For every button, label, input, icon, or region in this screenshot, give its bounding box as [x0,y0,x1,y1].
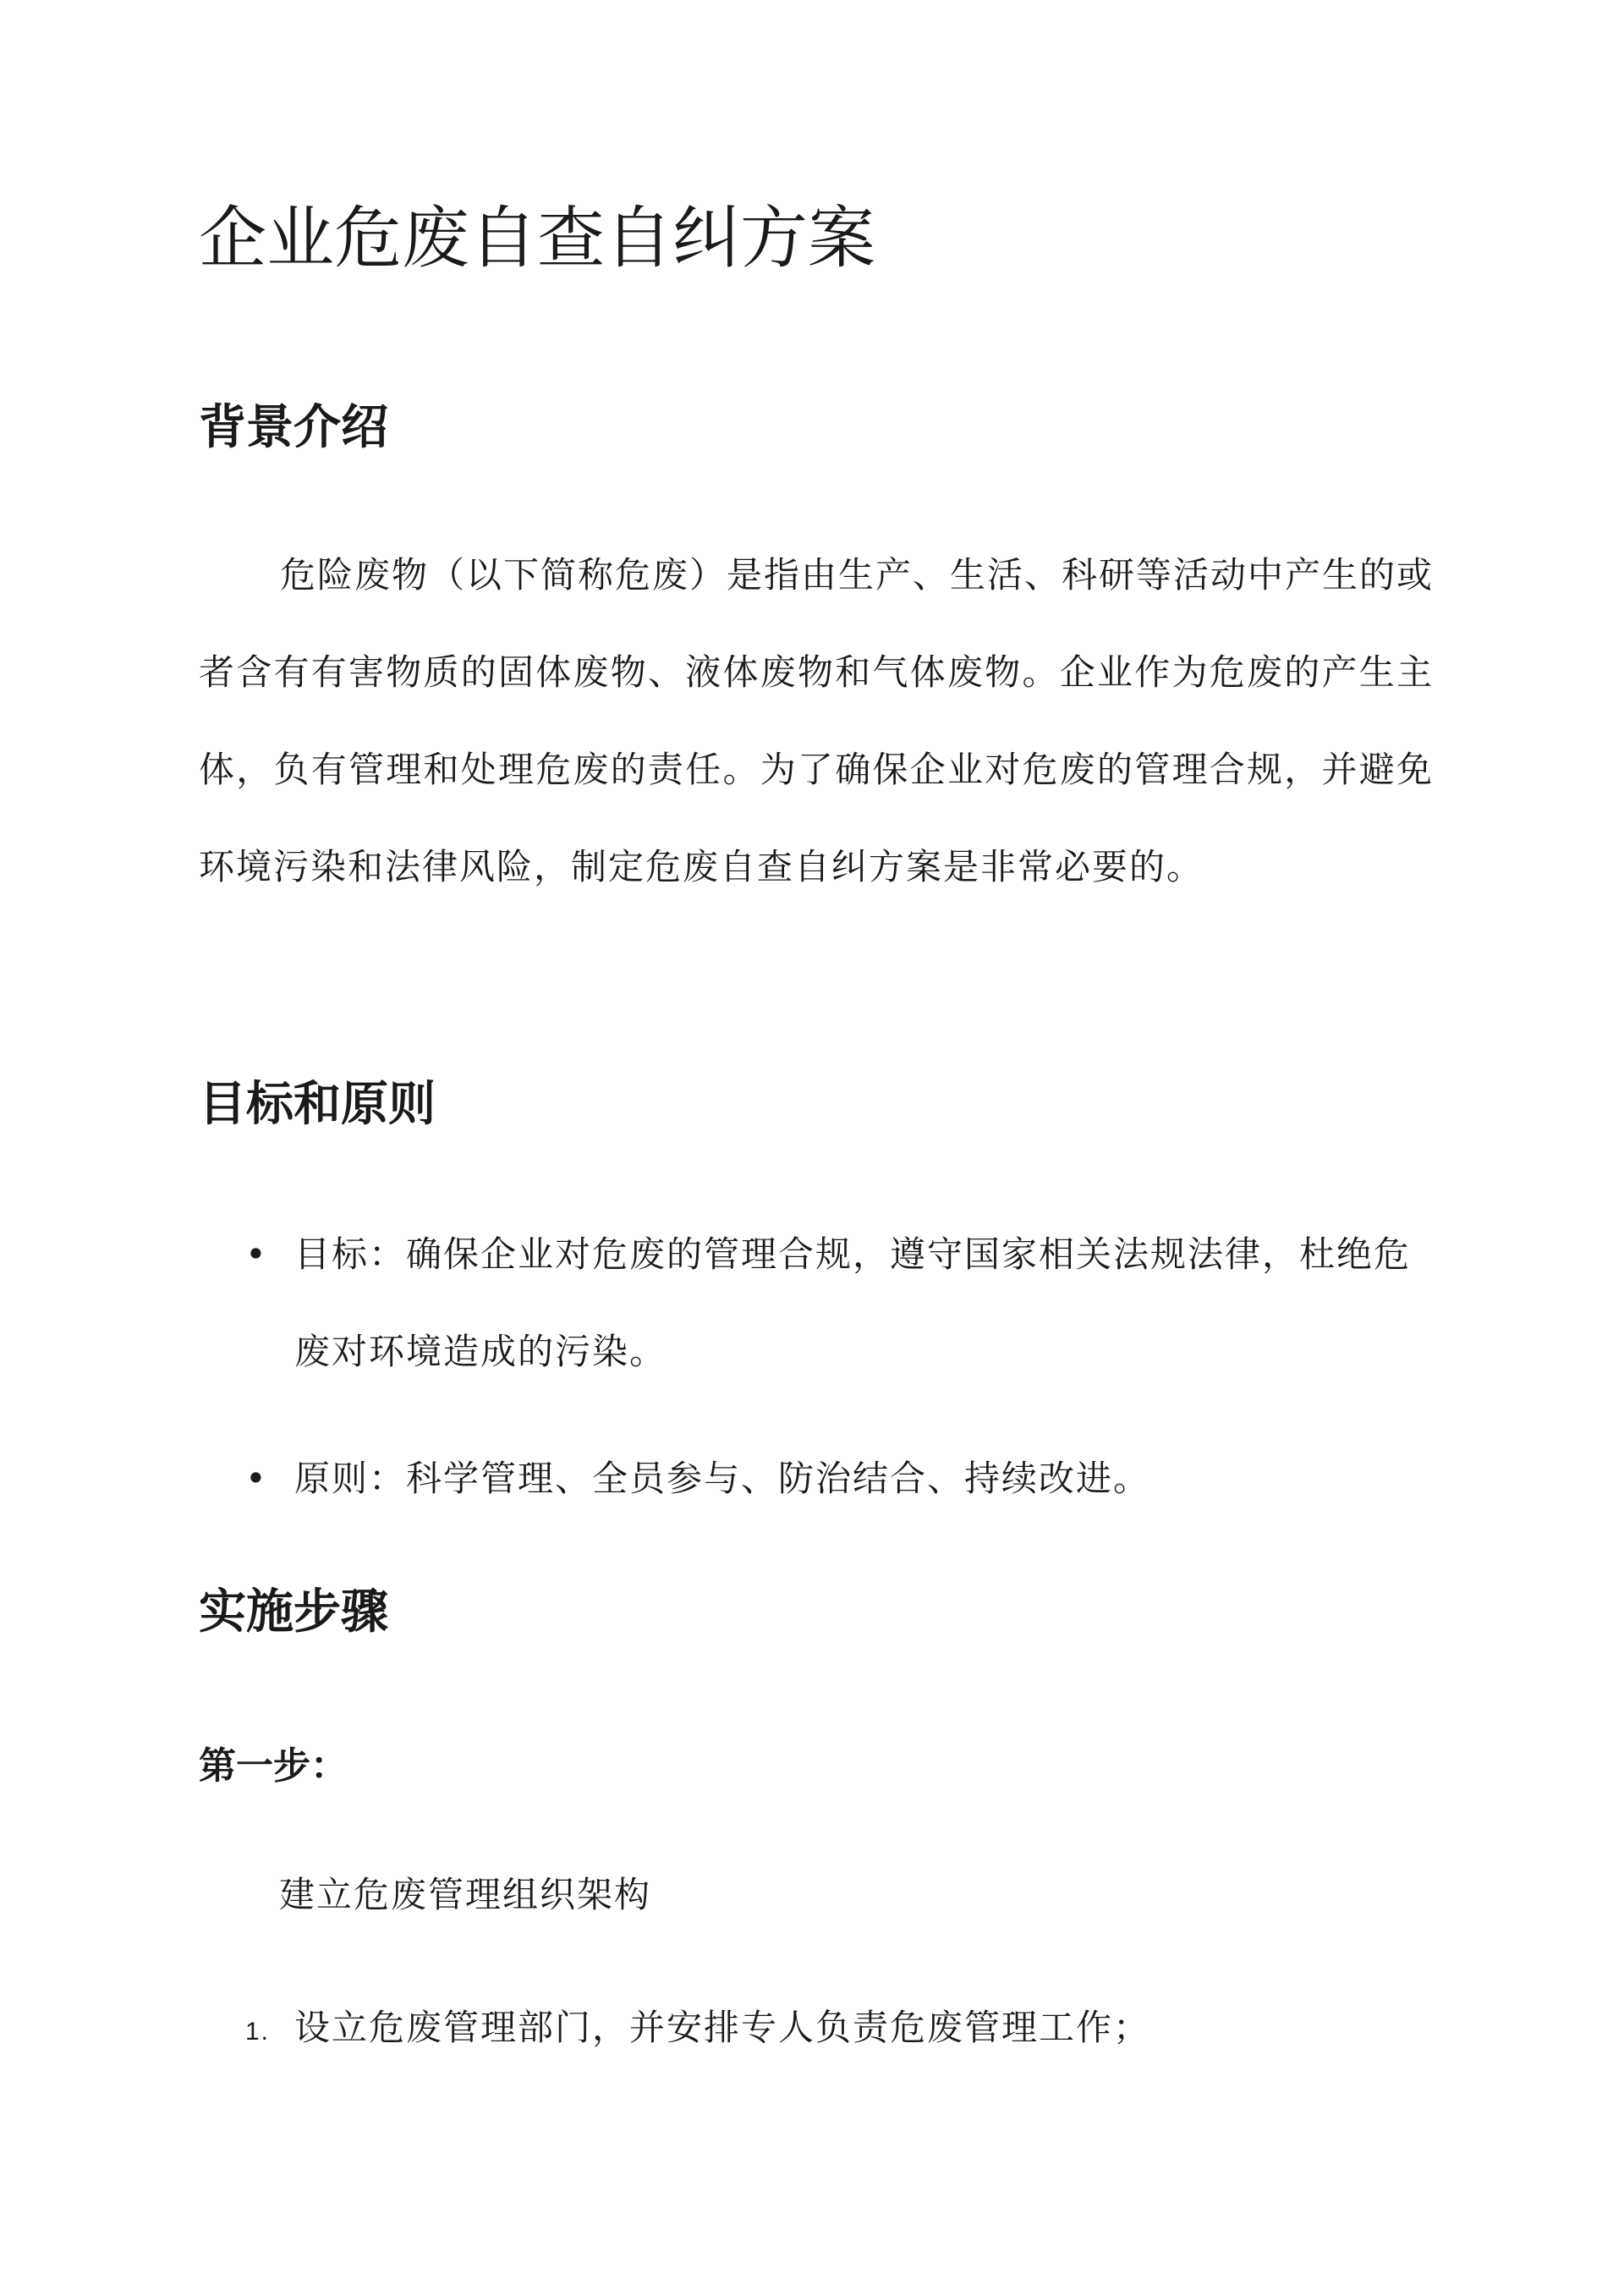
list-item-text: 设立危废管理部门，并安排专人负责危废管理工作； [294,2007,1151,2048]
list-number: 1. [245,2018,271,2046]
document-title: 企业危废自查自纠方案 [199,199,875,277]
goal-bullet-item [245,1206,1446,1400]
goal-text: 目标：确保企业对危废的管理合规，遵守国家相关法规法律，杜绝危废对环境造成的污染。 [294,1233,1412,1372]
heading-goals-principles: 目标和原则 [199,1076,436,1132]
heading-implementation-steps: 实施步骤 [199,1584,388,1640]
step-1-subtitle: 建立危废管理组织架构 [279,1874,652,1915]
numbered-list-item [245,2002,1150,2057]
principle-bullet-item [245,1430,1446,1527]
bullet-dot-icon: • [245,1458,268,1499]
bullet-dot-icon: • [245,1233,268,1275]
background-paragraph: 危险废物（以下简称危废）是指由生产、生活、科研等活动中产生的或者含有有害物质的固体废物、液体废物和气体废物。企业作为危废的产生主体，负有管理和处理危废的责任。为了确保企业对危废的管理合规，并避免环境污染和法律风险，制定危废自查自纠方案是非常必要的。 [199,554,1435,887]
step-1-heading: 第一步： [199,1744,348,1788]
principle-text: 原则：科学管理、全员参与、防治结合、持续改进。 [294,1458,1151,1499]
heading-background: 背景介绍 [199,399,388,455]
